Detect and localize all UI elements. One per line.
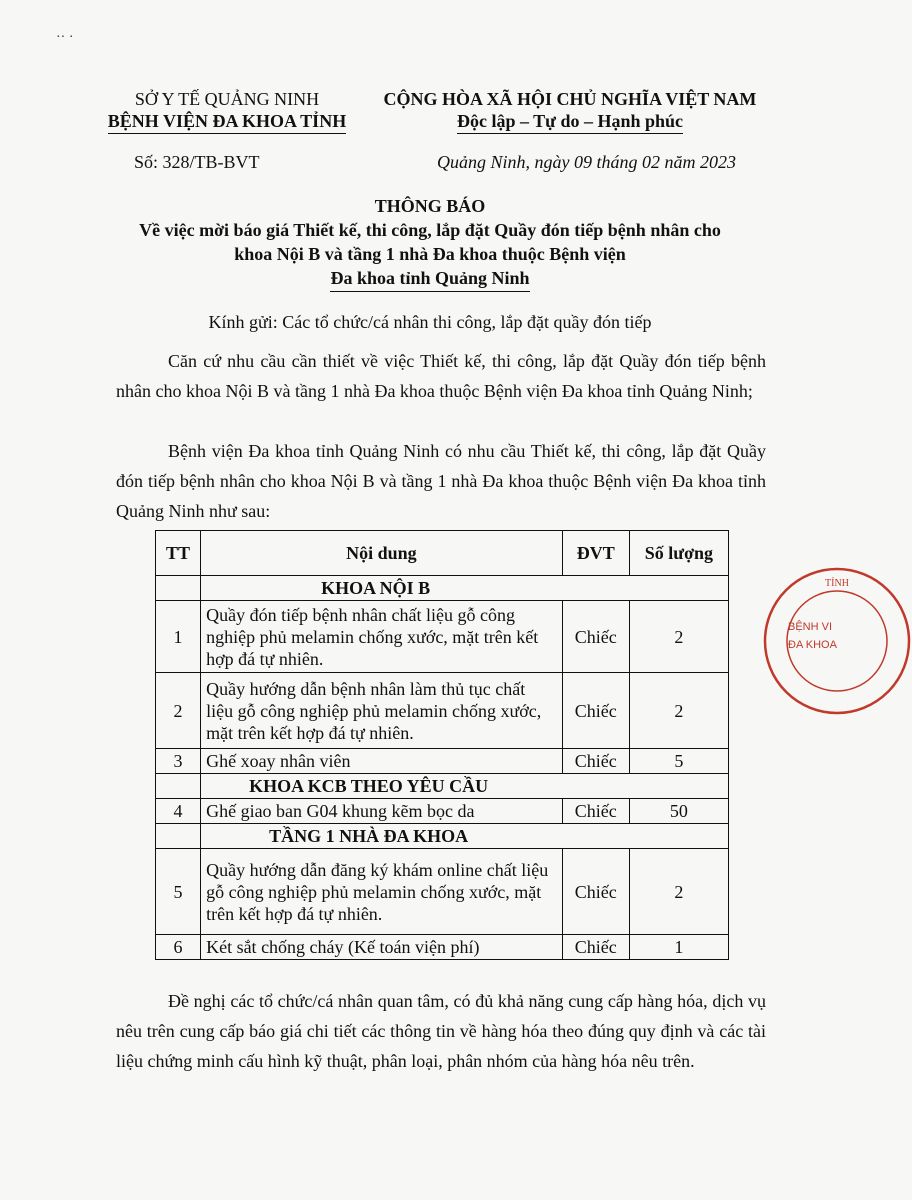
paragraph-request — [116, 986, 766, 1076]
row-content: Quầy hướng dẫn bệnh nhân làm thủ tục chất liệu gỗ công nghiệp phủ melamin chống xước, mặt trên kết hợp đá tự nhiên. — [201, 673, 563, 749]
paragraph-basis — [116, 346, 766, 406]
table-header-row — [156, 531, 729, 576]
national-header — [360, 88, 780, 134]
header-qty: Số lượng — [629, 531, 728, 576]
row-tt: 4 — [156, 799, 201, 824]
paragraph-need-text: Bệnh viện Đa khoa tỉnh Quảng Ninh có nhu cầu Thiết kế, thi công, lắp đặt Quầy đón tiếp bệnh nhân cho khoa Nội B và tầng 1 nhà Đa khoa thuộc Bệnh viện Đa khoa tỉnh Quảng Ninh như sau: — [116, 441, 766, 521]
table-row — [156, 673, 729, 749]
row-content: Ghế giao ban G04 khung kẽm bọc da — [201, 799, 563, 824]
group-row — [156, 774, 729, 799]
paragraph-request-text: Đề nghị các tổ chức/cá nhân quan tâm, có đủ khả năng cung cấp hàng hóa, dịch vụ nêu trên cung cấp báo giá chi tiết các thông tin về hàng hóa theo đúng quy định và các tài liệu chứng minh cấu hình kỹ thuật, phân loại, phân nhóm của hàng hóa nêu trên. — [116, 991, 766, 1071]
row-tt: 1 — [156, 601, 201, 673]
header-dvt: ĐVT — [562, 531, 629, 576]
row-qty: 50 — [629, 799, 728, 824]
department-name: SỞ Y TẾ QUẢNG NINH — [134, 89, 320, 109]
row-qty: 5 — [629, 749, 728, 774]
document-date: Quảng Ninh, ngày 09 tháng 02 năm 2023 — [437, 152, 736, 172]
national-motto: Độc lập – Tự do – Hạnh phúc — [457, 110, 683, 134]
official-stamp — [762, 566, 912, 716]
row-content: Két sắt chống cháy (Kế toán viện phí) — [201, 935, 563, 960]
row-dvt: Chiếc — [562, 673, 629, 749]
row-content: Quầy đón tiếp bệnh nhân chất liệu gỗ công nghiệp phủ melamin chống xước, mặt trên kết hợp đá tự nhiên. — [201, 601, 563, 673]
stamp-line-1: BỆNH VI — [788, 621, 833, 633]
table-row — [156, 799, 729, 824]
row-tt: 2 — [156, 673, 201, 749]
subject-line-3: Đa khoa tỉnh Quảng Ninh — [330, 266, 529, 292]
stamp-line-2: ĐA KHOA — [788, 639, 837, 651]
document-title — [80, 194, 780, 292]
scan-artifact: ·· · — [56, 30, 74, 45]
row-tt: 5 — [156, 849, 201, 935]
row-content: Ghế xoay nhân viên — [201, 749, 563, 774]
row-dvt: Chiếc — [562, 849, 629, 935]
table-row — [156, 601, 729, 673]
subject-line-2: khoa Nội B và tầng 1 nhà Đa khoa thuộc Bệnh viện — [234, 244, 626, 264]
row-qty: 2 — [629, 673, 728, 749]
row-qty: 2 — [629, 849, 728, 935]
row-qty: 1 — [629, 935, 728, 960]
header-content: Nội dung — [201, 531, 563, 576]
row-tt: 6 — [156, 935, 201, 960]
table-row — [156, 749, 729, 774]
row-dvt: Chiếc — [562, 935, 629, 960]
notice-heading: THÔNG BÁO — [374, 196, 486, 216]
row-dvt: Chiếc — [562, 799, 629, 824]
row-tt: 3 — [156, 749, 201, 774]
row-dvt: Chiếc — [562, 749, 629, 774]
issuer-header — [92, 88, 362, 134]
row-qty: 2 — [629, 601, 728, 673]
row-dvt: Chiếc — [562, 601, 629, 673]
stamp-top-text: TỈNH — [825, 578, 849, 589]
group-label-khoa-noi-b: KHOA NỘI B — [201, 576, 729, 601]
subject-line-1: Về việc mời báo giá Thiết kế, thi công, lắp đặt Quầy đón tiếp bệnh nhân cho — [139, 220, 721, 240]
group-label-khoa-kcb: KHOA KCB THEO YÊU CẦU — [201, 774, 729, 799]
table-row — [156, 935, 729, 960]
header-tt: TT — [156, 531, 201, 576]
hospital-name: BỆNH VIỆN ĐA KHOA TỈNH — [108, 110, 346, 134]
group-label-tang-1: TẦNG 1 NHÀ ĐA KHOA — [201, 824, 729, 849]
recipient-line: Kính gửi: Các tổ chức/cá nhân thi công, lắp đặt quầy đón tiếp — [208, 312, 652, 332]
row-content: Quầy hướng dẫn đăng ký khám online chất liệu gỗ công nghiệp phủ melamin chống xước, mặt trên kết hợp đá tự nhiên. — [201, 849, 563, 935]
document-number: Số: 328/TB-BVT — [134, 152, 260, 172]
group-row — [156, 824, 729, 849]
paragraph-need — [116, 436, 766, 526]
items-table — [155, 530, 729, 960]
group-row — [156, 576, 729, 601]
paragraph-basis-text: Căn cứ nhu cầu cần thiết về việc Thiết kế, thi công, lắp đặt Quầy đón tiếp bệnh nhân cho khoa Nội B và tầng 1 nhà Đa khoa thuộc Bệnh viện Đa khoa tỉnh Quảng Ninh; — [116, 351, 766, 401]
country-name: CỘNG HÒA XÃ HỘI CHỦ NGHĨA VIỆT NAM — [383, 89, 757, 109]
table-row — [156, 849, 729, 935]
